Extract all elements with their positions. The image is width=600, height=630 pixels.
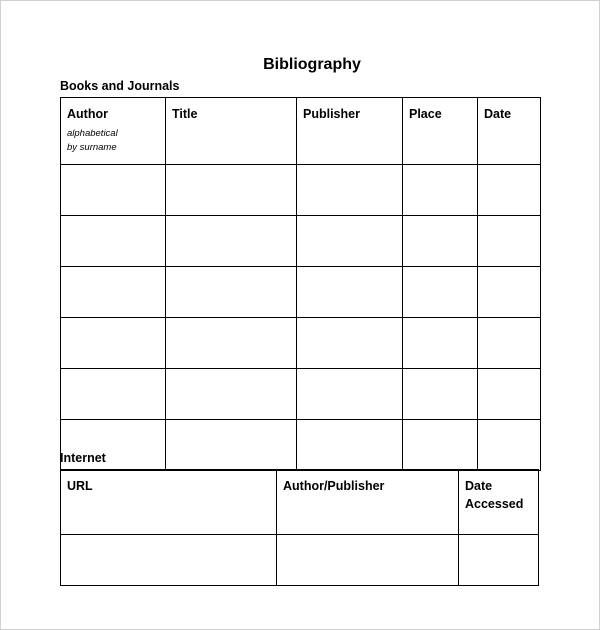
author-cell[interactable] (61, 369, 166, 420)
title-column-header: Title (166, 98, 297, 165)
date-cell[interactable] (478, 267, 541, 318)
url-cell[interactable] (61, 535, 277, 586)
date-accessed-cell[interactable] (459, 535, 539, 586)
author-cell[interactable] (61, 165, 166, 216)
author-note-surname: by surname (67, 142, 117, 153)
date-accessed-label-line1: Date (465, 479, 493, 493)
title-cell[interactable] (166, 369, 297, 420)
page-title: Bibliography (263, 56, 361, 73)
internet-section-label: Internet (60, 451, 106, 465)
books-section-label: Books and Journals (60, 79, 180, 93)
author-cell[interactable] (61, 216, 166, 267)
internet-header-row (61, 470, 539, 535)
publisher-cell[interactable] (297, 420, 403, 471)
url-column-header: URL (61, 470, 277, 535)
place-column-header: Place (403, 98, 478, 165)
place-cell[interactable] (403, 165, 478, 216)
author-note-alphabetical: alphabetical (67, 128, 118, 139)
author-publisher-cell[interactable] (277, 535, 459, 586)
books-entry-row (61, 165, 541, 216)
title-cell[interactable] (166, 216, 297, 267)
books-table (60, 97, 541, 471)
title-cell[interactable] (166, 420, 297, 471)
date-accessed-label-line2: Accessed (465, 497, 524, 511)
author-cell[interactable] (61, 267, 166, 318)
author-cell[interactable] (61, 318, 166, 369)
internet-entry-row (61, 535, 539, 586)
books-entry-row (61, 318, 541, 369)
publisher-cell[interactable] (297, 165, 403, 216)
books-entry-row (61, 369, 541, 420)
books-entry-row (61, 267, 541, 318)
author-publisher-column-header: Author/Publisher (277, 470, 459, 535)
place-cell[interactable] (403, 318, 478, 369)
title-cell[interactable] (166, 318, 297, 369)
publisher-cell[interactable] (297, 318, 403, 369)
place-cell[interactable] (403, 369, 478, 420)
date-cell[interactable] (478, 165, 541, 216)
title-cell[interactable] (166, 165, 297, 216)
publisher-cell[interactable] (297, 369, 403, 420)
publisher-column-header: Publisher (297, 98, 403, 165)
books-entry-row (61, 216, 541, 267)
date-cell[interactable] (478, 369, 541, 420)
place-cell[interactable] (403, 267, 478, 318)
title-cell[interactable] (166, 267, 297, 318)
date-cell[interactable] (478, 318, 541, 369)
date-accessed-column-header (459, 470, 539, 535)
publisher-cell[interactable] (297, 216, 403, 267)
publisher-cell[interactable] (297, 267, 403, 318)
date-cell[interactable] (478, 216, 541, 267)
place-cell[interactable] (403, 420, 478, 471)
internet-table (60, 469, 539, 586)
author-column-header (61, 98, 166, 165)
books-header-row (61, 98, 541, 165)
date-column-header: Date (478, 98, 541, 165)
books-entry-row (61, 420, 541, 471)
place-cell[interactable] (403, 216, 478, 267)
author-header-label: Author (67, 107, 108, 121)
date-cell[interactable] (478, 420, 541, 471)
